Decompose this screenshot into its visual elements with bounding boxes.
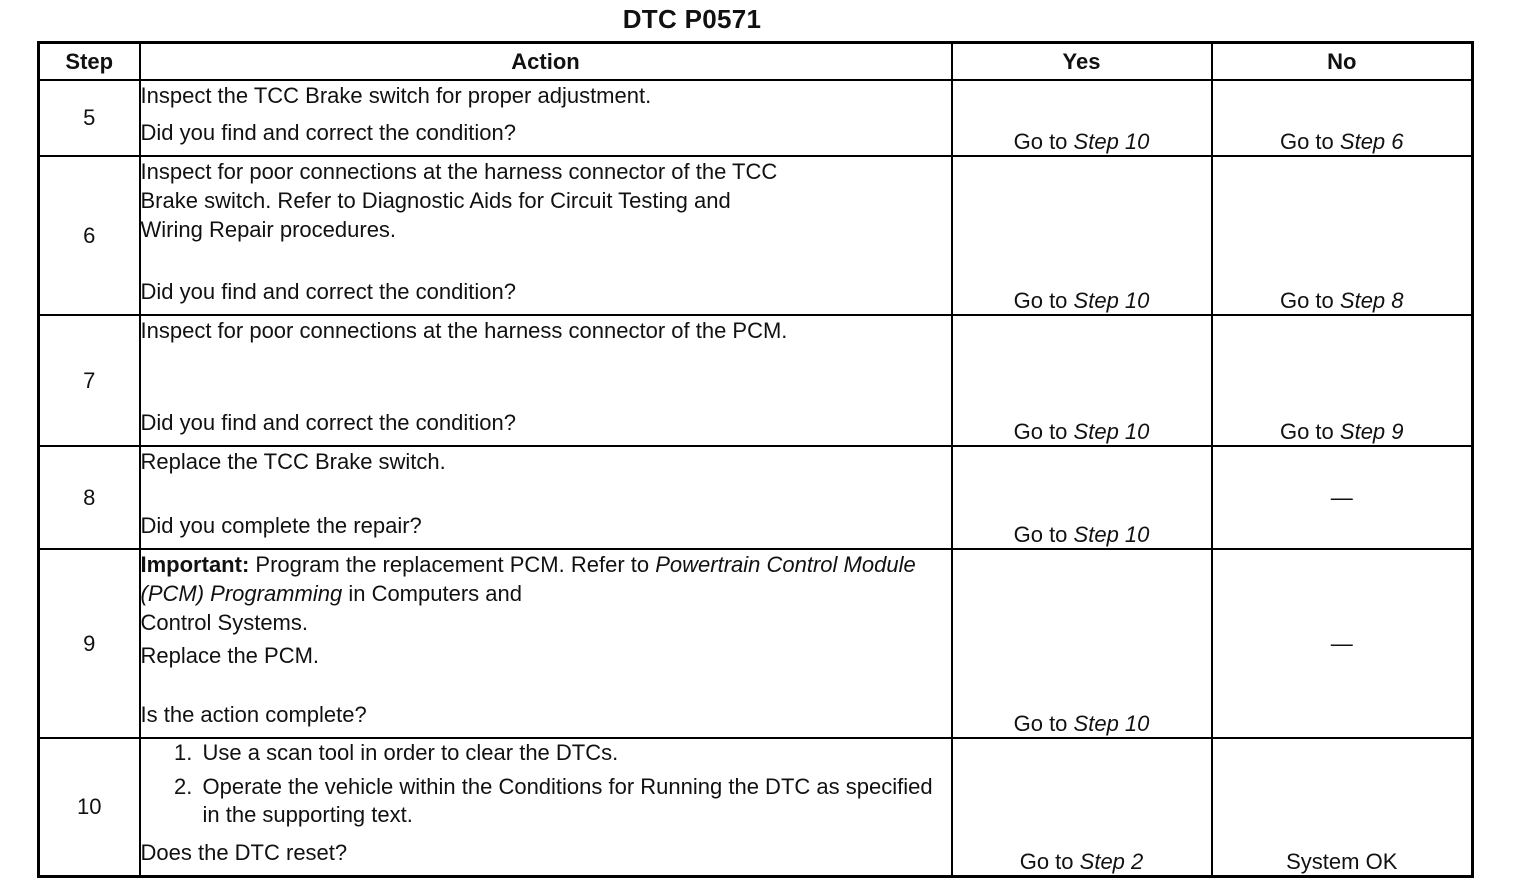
goto-label: Go to <box>1013 129 1068 154</box>
header-action: Action <box>140 43 952 81</box>
goto-label: Go to <box>1019 849 1074 874</box>
instruction-list <box>141 739 951 835</box>
goto-label: Go to <box>1279 129 1334 154</box>
action-question: Did you find and correct the condition? <box>140 410 516 435</box>
goto-label: Go to <box>1013 419 1068 444</box>
action-cell <box>140 80 952 156</box>
action-question: Did you find and correct the condition? <box>140 279 516 304</box>
action-text: Replace the TCC Brake switch. <box>140 449 446 474</box>
goto-label: Go to <box>1013 522 1068 547</box>
yes-cell <box>952 156 1212 315</box>
table-row <box>39 156 1473 315</box>
dtc-table <box>37 41 1474 878</box>
goto-label: Go to <box>1279 419 1334 444</box>
step-number: 9 <box>39 549 140 738</box>
yes-step-link[interactable]: Step 10 <box>1073 419 1150 444</box>
action-text: Brake switch. Refer to Diagnostic Aids for Circuit Testing and <box>140 188 731 213</box>
action-cell <box>140 738 952 877</box>
yes-step-link[interactable]: Step 2 <box>1079 849 1144 874</box>
action-question: Is the action complete? <box>140 702 367 727</box>
action-question: Did you find and correct the condition? <box>140 120 516 145</box>
table-row <box>39 315 1473 446</box>
step-number: 5 <box>39 80 140 156</box>
action-text: Wiring Repair procedures. <box>140 217 397 242</box>
action-cell <box>140 549 952 738</box>
action-cell <box>140 446 952 549</box>
action-question: Does the DTC reset? <box>140 840 348 865</box>
step-number: 10 <box>39 738 140 877</box>
action-question: Did you complete the repair? <box>140 513 422 538</box>
goto-label: Go to <box>1013 711 1068 736</box>
no-cell <box>1212 156 1473 315</box>
table-row <box>39 549 1473 738</box>
goto-label: Go to <box>1279 288 1334 313</box>
yes-cell <box>952 446 1212 549</box>
yes-step-link[interactable]: Step 10 <box>1073 711 1150 736</box>
no-cell <box>1212 315 1473 446</box>
header-step: Step <box>39 43 140 81</box>
important-text: Program the replacement PCM. Refer to <box>255 552 650 577</box>
list-item: 1. Use a scan tool in order to clear the DTCs. <box>199 739 951 767</box>
action-text: Inspect the TCC Brake switch for proper adjustment. <box>140 83 652 108</box>
no-step-link[interactable]: Step 9 <box>1339 419 1404 444</box>
action-text: Control Systems. <box>140 610 308 635</box>
action-text: Inspect for poor connections at the harness connector of the TCC <box>140 159 778 184</box>
action-cell <box>140 156 952 315</box>
no-step-link[interactable]: Step 6 <box>1339 129 1404 154</box>
reference-tail: in Computers and <box>348 581 522 606</box>
yes-step-link[interactable]: Step 10 <box>1073 129 1150 154</box>
yes-cell <box>952 80 1212 156</box>
no-cell <box>1212 80 1473 156</box>
no-cell: — <box>1212 446 1473 549</box>
no-step-link[interactable]: Step 8 <box>1339 288 1404 313</box>
goto-label: Go to <box>1013 288 1068 313</box>
important-label: Important: <box>140 552 250 577</box>
yes-step-link[interactable]: Step 10 <box>1073 288 1150 313</box>
header-no: No <box>1212 43 1473 81</box>
header-yes: Yes <box>952 43 1212 81</box>
step-number: 8 <box>39 446 140 549</box>
no-cell: System OK <box>1212 738 1473 877</box>
yes-cell <box>952 549 1212 738</box>
reference-link[interactable]: Powertrain Control Module (PCM) Programming <box>140 552 916 606</box>
yes-cell <box>952 315 1212 446</box>
table-row <box>39 738 1473 877</box>
step-number: 7 <box>39 315 140 446</box>
no-cell: — <box>1212 549 1473 738</box>
action-cell <box>140 315 952 446</box>
action-text: Inspect for poor connections at the harness connector of the PCM. <box>140 318 788 343</box>
yes-step-link[interactable]: Step 10 <box>1073 522 1150 547</box>
page-title: DTC P0571 <box>622 4 762 34</box>
yes-cell <box>952 738 1212 877</box>
action-text: Replace the PCM. <box>140 643 320 668</box>
table-row <box>39 446 1473 549</box>
important-note <box>141 550 951 608</box>
table-row <box>39 80 1473 156</box>
step-number: 6 <box>39 156 140 315</box>
table-header-row <box>39 43 1473 81</box>
list-item: 2. Operate the vehicle within the Conditions for Running the DTC as specified in the supporting text. <box>199 773 951 829</box>
